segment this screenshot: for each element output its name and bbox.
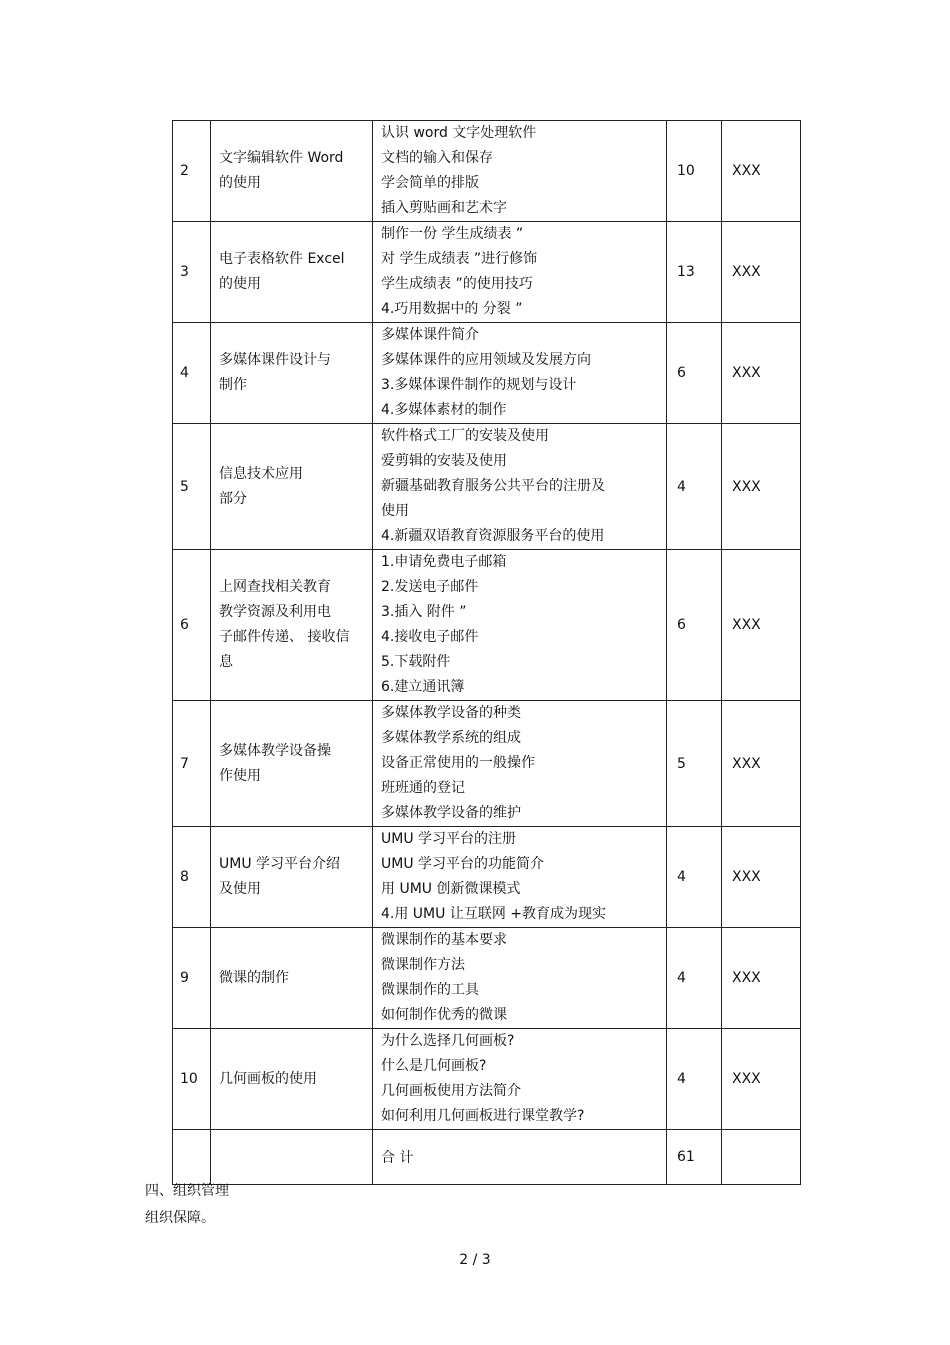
- content-item: 4.巧用数据中的 分裂 ”: [381, 301, 523, 317]
- class-hours: 4: [667, 424, 722, 550]
- content-item: 多媒体课件简介: [381, 327, 479, 343]
- table-row: [173, 121, 801, 222]
- content-item: 多媒体教学系统的组成: [381, 730, 521, 746]
- row-number: 5: [173, 424, 211, 550]
- teacher-name: XXX: [722, 1029, 801, 1130]
- content-item: UMU 学习平台的注册: [381, 831, 517, 847]
- content-item: 班班通的登记: [381, 780, 465, 796]
- course-content: [373, 1029, 667, 1130]
- content-item: 4.多媒体素材的制作: [381, 402, 507, 418]
- topic-line: 的使用: [219, 175, 261, 191]
- course-topic: [211, 222, 373, 323]
- topic-line: UMU 学习平台介绍: [219, 856, 341, 872]
- topic-line: 及使用: [219, 881, 261, 897]
- table-row: [173, 222, 801, 323]
- course-content: [373, 121, 667, 222]
- topic-line: 信息技术应用: [219, 465, 303, 482]
- teacher-name: XXX: [722, 424, 801, 550]
- total-row: [173, 1130, 801, 1185]
- teacher-name: XXX: [722, 323, 801, 424]
- teacher-name: XXX: [722, 928, 801, 1029]
- content-item: 新疆基础教育服务公共平台的注册及: [381, 478, 605, 494]
- class-hours: 6: [667, 323, 722, 424]
- course-content: [373, 701, 667, 827]
- content-item: 为什么选择几何画板?: [381, 1033, 515, 1049]
- course-topic: [211, 701, 373, 827]
- topic-line: 的使用: [219, 276, 261, 292]
- topic-line: 电子表格软件 Excel: [219, 251, 345, 267]
- total-empty-cell: [722, 1130, 801, 1185]
- section-text: 组织保障。: [145, 1210, 215, 1226]
- course-content: [373, 323, 667, 424]
- table-row: [173, 827, 801, 928]
- table-row: [173, 550, 801, 701]
- class-hours: 5: [667, 701, 722, 827]
- content-item: 设备正常使用的一般操作: [381, 755, 535, 771]
- total-label: 合 计: [373, 1130, 667, 1185]
- content-item: 什么是几何画板?: [381, 1058, 487, 1074]
- content-item: 学会简单的排版: [381, 175, 479, 191]
- content-item: 1.申请免费电子邮箱: [381, 554, 507, 570]
- course-content: [373, 424, 667, 550]
- row-number: 8: [173, 827, 211, 928]
- total-hours: 61: [667, 1130, 722, 1185]
- content-item: 如何利用几何画板进行课堂教学?: [381, 1108, 585, 1124]
- topic-line: 文字编辑软件 Word: [219, 150, 344, 166]
- course-content: [373, 928, 667, 1029]
- content-item: 2.发送电子邮件: [381, 579, 479, 595]
- course-topic: [211, 550, 373, 701]
- content-item: 多媒体教学设备的维护: [381, 805, 521, 821]
- content-item: 几何画板使用方法简介: [381, 1083, 521, 1099]
- table-row: [173, 323, 801, 424]
- content-item: 对 学生成绩表 ”进行修饰: [381, 251, 538, 267]
- table-row: [173, 424, 801, 550]
- row-number: 9: [173, 928, 211, 1029]
- content-item: 微课制作的基本要求: [381, 932, 507, 948]
- row-number: 3: [173, 222, 211, 323]
- topic-line: 微课的制作: [219, 969, 289, 986]
- content-item: 多媒体课件的应用领域及发展方向: [381, 352, 591, 368]
- class-hours: 4: [667, 827, 722, 928]
- course-topic: [211, 121, 373, 222]
- class-hours: 6: [667, 550, 722, 701]
- total-empty-cell: [173, 1130, 211, 1185]
- topic-line: 多媒体教学设备操: [219, 742, 331, 759]
- content-item: 微课制作的工具: [381, 982, 479, 998]
- class-hours: 4: [667, 1029, 722, 1130]
- class-hours: 4: [667, 928, 722, 1029]
- total-empty-cell: [211, 1130, 373, 1185]
- content-item: 用 UMU 创新微课模式: [381, 881, 521, 897]
- content-item: 爱剪辑的安装及使用: [381, 453, 507, 469]
- course-topic: [211, 928, 373, 1029]
- course-content: [373, 827, 667, 928]
- class-hours: 13: [667, 222, 722, 323]
- content-item: 如何制作优秀的微课: [381, 1007, 507, 1023]
- course-schedule-table: [172, 120, 801, 1185]
- content-item: 3.插入 附件 ”: [381, 604, 467, 620]
- content-item: 文档的输入和保存: [381, 150, 493, 166]
- table-row: [173, 701, 801, 827]
- course-content: [373, 222, 667, 323]
- content-item: 制作一份 学生成绩表 ”: [381, 226, 524, 242]
- row-number: 4: [173, 323, 211, 424]
- teacher-name: XXX: [722, 550, 801, 701]
- content-item: UMU 学习平台的功能简介: [381, 856, 545, 872]
- content-item: 使用: [381, 503, 409, 519]
- course-topic: [211, 827, 373, 928]
- course-topic: [211, 424, 373, 550]
- content-item: 多媒体教学设备的种类: [381, 705, 521, 721]
- teacher-name: XXX: [722, 701, 801, 827]
- topic-line: 制作: [219, 377, 247, 393]
- teacher-name: XXX: [722, 121, 801, 222]
- teacher-name: XXX: [722, 827, 801, 928]
- topic-line: 息: [219, 654, 233, 670]
- content-item: 5.下载附件: [381, 654, 451, 670]
- table-row: [173, 928, 801, 1029]
- content-item: 6.建立通讯簿: [381, 679, 465, 695]
- row-number: 7: [173, 701, 211, 827]
- content-item: 软件格式工厂的安装及使用: [381, 428, 549, 444]
- topic-line: 教学资源及利用电: [219, 604, 331, 620]
- topic-line: 部分: [219, 490, 247, 507]
- content-item: 认识 word 文字处理软件: [381, 125, 537, 141]
- topic-line: 子邮件传递、 接收信: [219, 629, 350, 645]
- topic-line: 多媒体课件设计与: [219, 352, 331, 368]
- content-item: 4.用 UMU 让互联网 +教育成为现实: [381, 906, 607, 922]
- content-item: 4.新疆双语教育资源服务平台的使用: [381, 528, 605, 544]
- row-number: 2: [173, 121, 211, 222]
- content-item: 插入剪贴画和艺术字: [381, 200, 507, 216]
- table-row: [173, 1029, 801, 1130]
- content-item: 3.多媒体课件制作的规划与设计: [381, 377, 577, 393]
- topic-line: 上网查找相关教育: [219, 579, 331, 595]
- section-heading: 四、组织管理: [145, 1183, 229, 1199]
- teacher-name: XXX: [722, 222, 801, 323]
- course-content: [373, 550, 667, 701]
- content-item: 微课制作方法: [381, 957, 465, 973]
- row-number: 6: [173, 550, 211, 701]
- content-item: 学生成绩表 ”的使用技巧: [381, 276, 533, 292]
- topic-line: 几何画板的使用: [219, 1070, 317, 1087]
- row-number: 10: [173, 1029, 211, 1130]
- course-topic: [211, 323, 373, 424]
- page-number: 2 / 3: [459, 1252, 491, 1268]
- content-item: 4.接收电子邮件: [381, 629, 479, 645]
- course-topic: [211, 1029, 373, 1130]
- topic-line: 作使用: [219, 767, 261, 784]
- class-hours: 10: [667, 121, 722, 222]
